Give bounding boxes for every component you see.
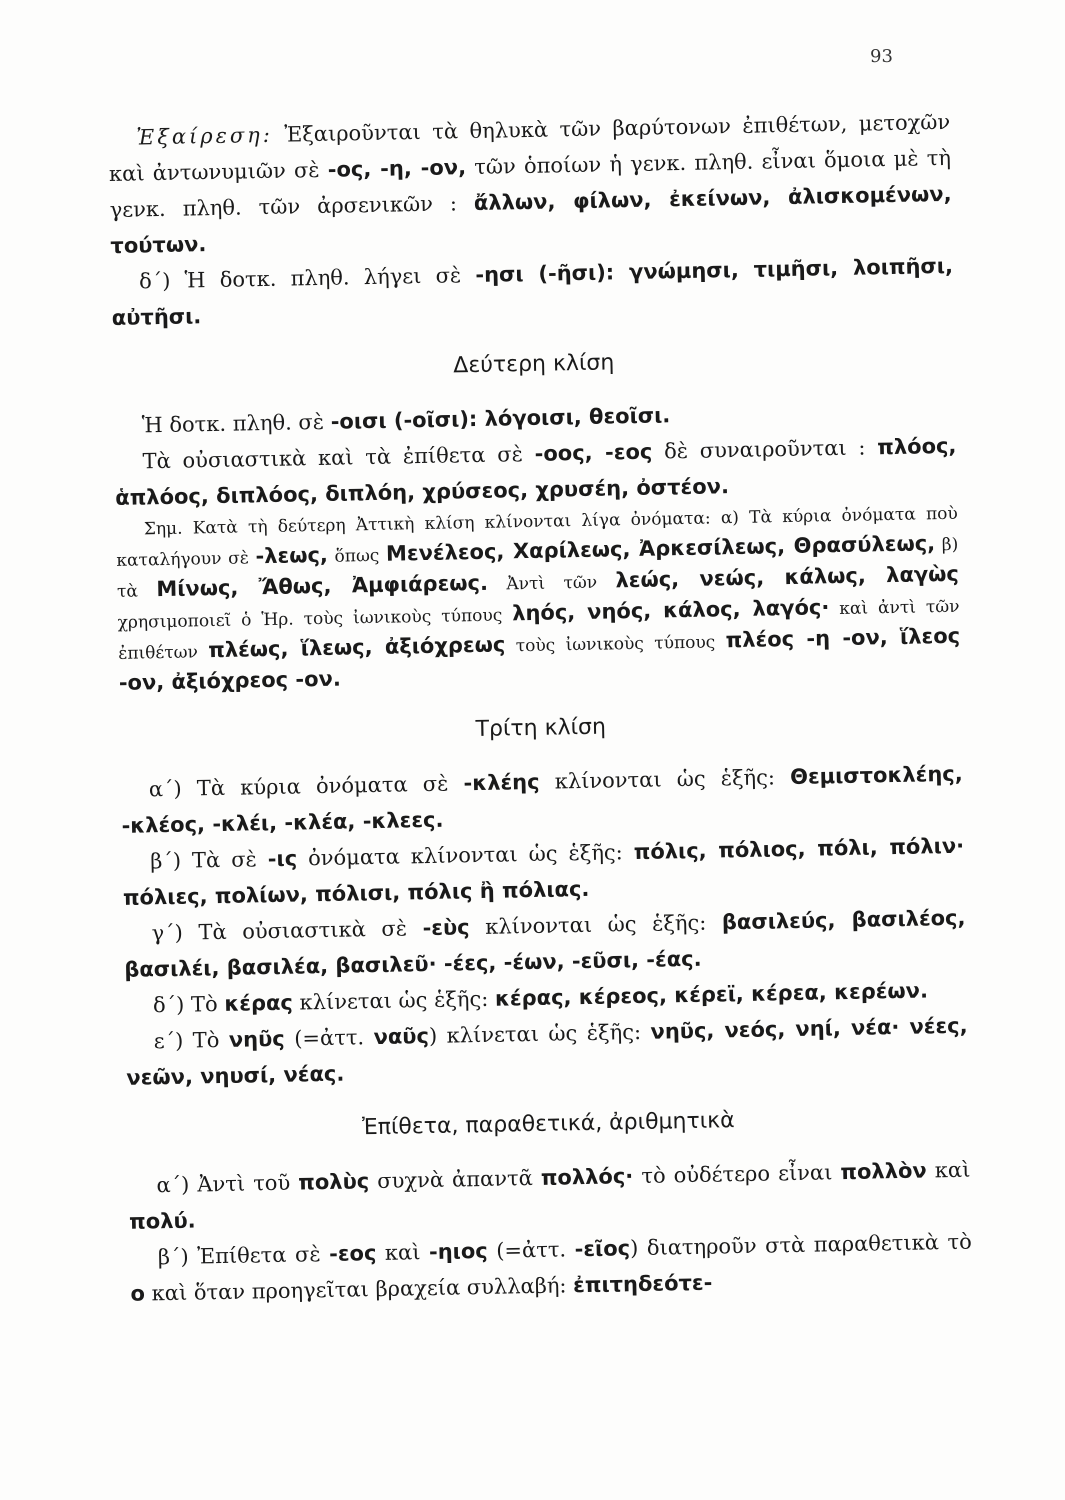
bold-text: πόλις, πόλιος, πόλι, πόλιν· πόλιες, πολίων, πόλισι, πόλις ἢ πόλιας. bbox=[122, 833, 965, 910]
bold-text: πλέος -η -ον, ἵλεος -ον, ἀξιόχρεος -ον. bbox=[118, 623, 961, 695]
paragraph-exception bbox=[108, 104, 953, 264]
bold-text: -οος, -εος bbox=[534, 439, 653, 466]
bold-text: πολὺς bbox=[298, 1169, 370, 1195]
text: καὶ bbox=[926, 1157, 971, 1183]
text: Ἀντὶ τῶν bbox=[487, 572, 616, 595]
text: κλίνεται ὡς ἑξῆς: bbox=[292, 986, 496, 1015]
bold-text: ναῦς bbox=[373, 1024, 430, 1050]
bold-text: ληός, νηός, κάλος, λαγός· bbox=[511, 595, 830, 626]
bold-text: Θεμιστοκλέης, -κλέος, -κλέι, -κλέα, -κλεες. bbox=[121, 761, 963, 838]
bold-text: -εος bbox=[328, 1241, 377, 1266]
text: γ΄) Τὰ οὐσιαστικὰ σὲ bbox=[151, 916, 423, 946]
bold-text: ο bbox=[130, 1281, 146, 1306]
text: ὅπως bbox=[327, 545, 387, 567]
bold-text: ἄλλων, φίλων, ἐκείνων, ἀλισκομένων, τούτων. bbox=[110, 181, 952, 258]
bold-text: κέρας bbox=[224, 990, 294, 1016]
heading-second-declension: Δεύτερη κλίση bbox=[453, 350, 615, 379]
paragraph-delta bbox=[111, 248, 954, 336]
text: Ἡ δοτκ. πληθ. σὲ bbox=[141, 409, 331, 438]
bold-text: -ος, -η, -ον, bbox=[327, 155, 467, 182]
bold-text: Μενέλεος, Χαρίλεως, Ἀρκεσίλεως, Θρασύλεως, bbox=[385, 531, 936, 566]
text: α΄) Ἀντὶ τοῦ bbox=[156, 1170, 299, 1198]
paragraph-note bbox=[116, 500, 961, 700]
bold-text: -λεως, bbox=[255, 542, 329, 569]
text: καὶ ἀντὶ τῶν ἐπιθέτων bbox=[118, 596, 960, 664]
bold-text: πολλός· bbox=[540, 1164, 634, 1190]
exception-label: Ἐξαίρεση: bbox=[136, 122, 274, 150]
bold-text: -ηιος bbox=[428, 1238, 488, 1265]
text: χρησιμοποιεῖ ὁ Ἡρ. τοὺς ἰωνικοὺς τύπους bbox=[117, 605, 513, 633]
bold-text: κέρας, κέρεος, κέρεϊ, κέρεα, κερέων. bbox=[494, 978, 929, 1011]
bold-text: ἐπιτηδεότε- bbox=[572, 1270, 713, 1298]
text: δ΄) Ἡ δοτκ. πληθ. λήγει σὲ bbox=[138, 262, 476, 294]
text: (=ἀττ. bbox=[487, 1237, 575, 1263]
bold-text: λεώς, νεώς, κάλως, λαγὼς bbox=[615, 561, 960, 593]
text: β΄) Τὰ σὲ bbox=[150, 847, 269, 874]
bold-text: νηῦς, νεός, νηί, νέα· νέες, νεῶν, νηυσί, νέας. bbox=[126, 1013, 968, 1090]
text: ὀνόματα κλίνονται ὡς ἑξῆς: bbox=[296, 840, 634, 871]
text: ) κλίνεται ὡς ἑξῆς: bbox=[428, 1019, 651, 1049]
text: (=ἀττ. bbox=[284, 1025, 374, 1051]
text: κλίνονται ὡς ἑξῆς: bbox=[469, 910, 723, 940]
text: τὸ οὐδέτερο εἶναι bbox=[633, 1160, 841, 1189]
paragraph-adj-b bbox=[130, 1224, 973, 1312]
text: δὲ συναιροῦνται : bbox=[652, 435, 878, 464]
bold-text: -κλέης bbox=[463, 769, 540, 796]
text: δ΄) Τὸ bbox=[152, 991, 225, 1018]
text: ε΄) Τὸ bbox=[153, 1027, 230, 1054]
bold-text: πλόος, ἁπλόος, διπλόος, διπλόη, χρύσεος, χρυσέη, ὀστέον. bbox=[115, 433, 957, 510]
bold-text: -ις bbox=[267, 846, 298, 872]
page-number: 93 bbox=[870, 46, 893, 67]
text: κλίνονται ὡς ἑξῆς: bbox=[539, 765, 791, 794]
text: β) τὰ bbox=[116, 534, 959, 602]
bold-text: νηῦς bbox=[228, 1026, 285, 1052]
text: Τὰ οὐσιαστικὰ καὶ τὰ ἐπίθετα σὲ bbox=[142, 441, 535, 474]
text: ) διατηροῦν στὰ παραθετικὰ τὸ bbox=[629, 1229, 972, 1261]
paragraph-third-e bbox=[125, 1008, 968, 1096]
bold-text: βασιλεύς, βασιλέος, βασιλέι, βασιλέα, βασιλεῦ· -έες, -έων, -εῦσι, -έας. bbox=[124, 905, 966, 982]
bold-text: -εῖος bbox=[574, 1236, 631, 1262]
text: τῶν ὁποίων ἡ γενκ. πληθ. εἶναι ὅμοια μὲ τὴ γενκ. πληθ. τῶν ἀρσενικῶν : bbox=[109, 145, 952, 222]
bold-text: -ησι (-ῆσι): γνώμησι, τιμῆσι, λοιπῆσι, αὐτῆσι. bbox=[111, 253, 954, 330]
text: συχνὰ ἀπαντᾶ bbox=[368, 1165, 542, 1194]
bold-text: -οισι (-οῖσι): λόγοισι, θεοῖσι. bbox=[330, 403, 671, 434]
bold-text: πολύ. bbox=[128, 1208, 196, 1234]
text: β΄) Ἐπίθετα σὲ bbox=[157, 1241, 330, 1270]
bold-text: -εὺς bbox=[422, 915, 470, 941]
text: τοὺς ἰωνικοὺς τύπους bbox=[505, 632, 726, 657]
text: καὶ bbox=[376, 1240, 430, 1266]
heading-third-declension: Τρίτη κλίση bbox=[475, 714, 607, 743]
text: Σημ. Κατὰ τὴ δεύτερη Ἀττικὴ κλίση κλίνονται λίγα ὀνόματα: α) Τὰ κύρια ὀνόματα ποὺ καταλήγουν σὲ bbox=[116, 503, 958, 571]
bold-text: Μίνως, Ἄθως, Ἀμφιάρεως. bbox=[156, 570, 489, 602]
text: α΄) Τὰ κύρια ὀνόματα σὲ bbox=[148, 771, 464, 802]
text: καὶ ὅταν προηγεῖται βραχεία συλλαβή: bbox=[144, 1273, 574, 1306]
heading-adjectives: Ἐπίθετα, παραθετικά, ἀριθμητικὰ bbox=[361, 1108, 735, 1141]
bold-text: πλέως, ἵλεως, ἀξιόχρεως bbox=[207, 632, 506, 663]
bold-text: πολλὸν bbox=[840, 1158, 927, 1185]
page-body bbox=[108, 104, 973, 1312]
text: Ἐξαιροῦνται τὰ θηλυκὰ τῶν βαρύτονων ἐπιθέτων, μετοχῶν καὶ ἀντωνυμιῶν σὲ bbox=[108, 109, 951, 186]
